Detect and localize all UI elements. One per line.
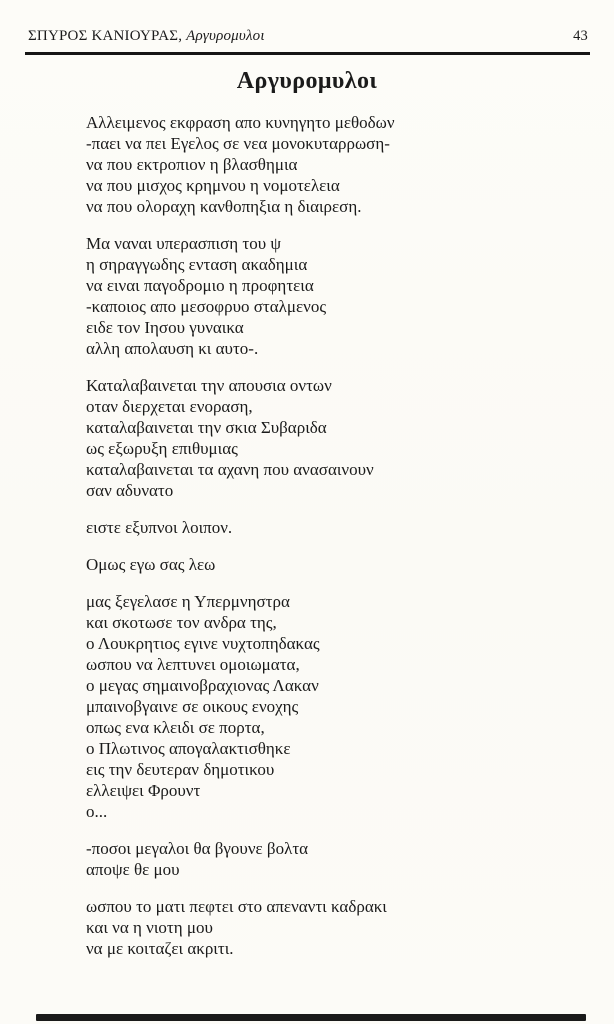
poem-line: μπαινοβγαινε σε οικους ενοχης <box>86 697 299 716</box>
poem-line: ειδε τον Ιησου γυναικα <box>86 318 244 337</box>
poem-line: ωσπου το ματι πεφτει στο απεναντι καδρακι <box>86 897 387 916</box>
poem-line: ειστε εξυπνοι λοιπον. <box>86 518 233 537</box>
page-number: 43 <box>573 28 588 44</box>
stanza <box>86 375 584 501</box>
poem-line: Καταλαβαινεται την απουσια οντων <box>86 376 332 395</box>
poem-line: και να η νιοτη μου <box>86 918 213 937</box>
poem-line: ο Λουκρητιος εγινε νυχτοπηδακας <box>86 634 320 653</box>
poem-line: μας ξεγελασε η Υπερμνηστρα <box>86 592 290 611</box>
poem-line: να που εκτροπιον η βλασθημια <box>86 155 298 174</box>
poem-line: να ειναι παγοδρομιο η προφητεια <box>86 276 314 295</box>
poem-line: αποψε θε μου <box>86 860 180 879</box>
poem-line: -παει να πει Εγελος σε νεα μονοκυταρρωση- <box>86 134 390 153</box>
poem-line: να με κοιταζει ακριτι. <box>86 939 234 958</box>
poem-line: ωσπου να λεπτυνει ομοιωματα, <box>86 655 300 674</box>
poem-line: αλλη απολαυση κι αυτο-. <box>86 339 259 358</box>
running-header <box>28 28 588 45</box>
stanza <box>86 896 584 959</box>
poem-line: οταν διερχεται ενοραση, <box>86 397 253 416</box>
stanza <box>86 554 584 575</box>
poem-line: η σηραγγωδης ενταση ακαδημια <box>86 255 308 274</box>
poem-line: να που μισχος κρημνου η νομοτελεια <box>86 176 340 195</box>
poem-line: εις την δευτεραν δημοτικου <box>86 760 275 779</box>
poem-line: να που ολοραχη κανθοπηξια η διαιρεση. <box>86 197 362 216</box>
poem-line: καταλαβαινεται τα αχανη που ανασαινουν <box>86 460 374 479</box>
poem-line: και σκοτωσε τον ανδρα της, <box>86 613 277 632</box>
poem-title: Αργυρομυλοι <box>236 68 378 94</box>
poem-line: Ομως εγω σας λεω <box>86 555 216 574</box>
author-name: ΣΠΥΡΟΣ ΚΑΝΙΟΥΡΑΣ, <box>28 28 183 44</box>
stanza <box>86 591 584 822</box>
stanza <box>86 838 584 880</box>
poem-line: ο μεγας σημαινοβραχιονας Λακαν <box>86 676 319 695</box>
poem-line: -ποσοι μεγαλοι θα βγουνε βολτα <box>86 839 309 858</box>
stanza <box>86 233 584 359</box>
work-title: Αργυρομυλοι <box>186 28 265 44</box>
poem-line: -καποιος απο μεσοφρυο σταλμενος <box>86 297 327 316</box>
poem-line: ελλειψει Φρουντ <box>86 781 201 800</box>
header-rule <box>25 52 590 55</box>
poem <box>86 112 584 975</box>
bottom-scan-bar <box>36 1014 586 1021</box>
poem-line: σαν αδυνατο <box>86 481 174 500</box>
poem-line: ως εξωρυξη επιθυμιας <box>86 439 238 458</box>
poem-line: ο Πλωτινος απογαλακτισθηκε <box>86 739 291 758</box>
stanza <box>86 517 584 538</box>
poem-line: Αλλειμενος εκφραση απο κυνηγητο μεθοδων <box>86 113 395 132</box>
poem-line: καταλαβαινεται την σκια Συβαριδα <box>86 418 327 437</box>
poem-line: οπως ενα κλειδι σε πορτα, <box>86 718 265 737</box>
header-left <box>28 28 265 45</box>
stanza <box>86 112 584 217</box>
poem-line: ο... <box>86 802 108 821</box>
poem-line: Μα ναναι υπερασπιση του ψ <box>86 234 282 253</box>
